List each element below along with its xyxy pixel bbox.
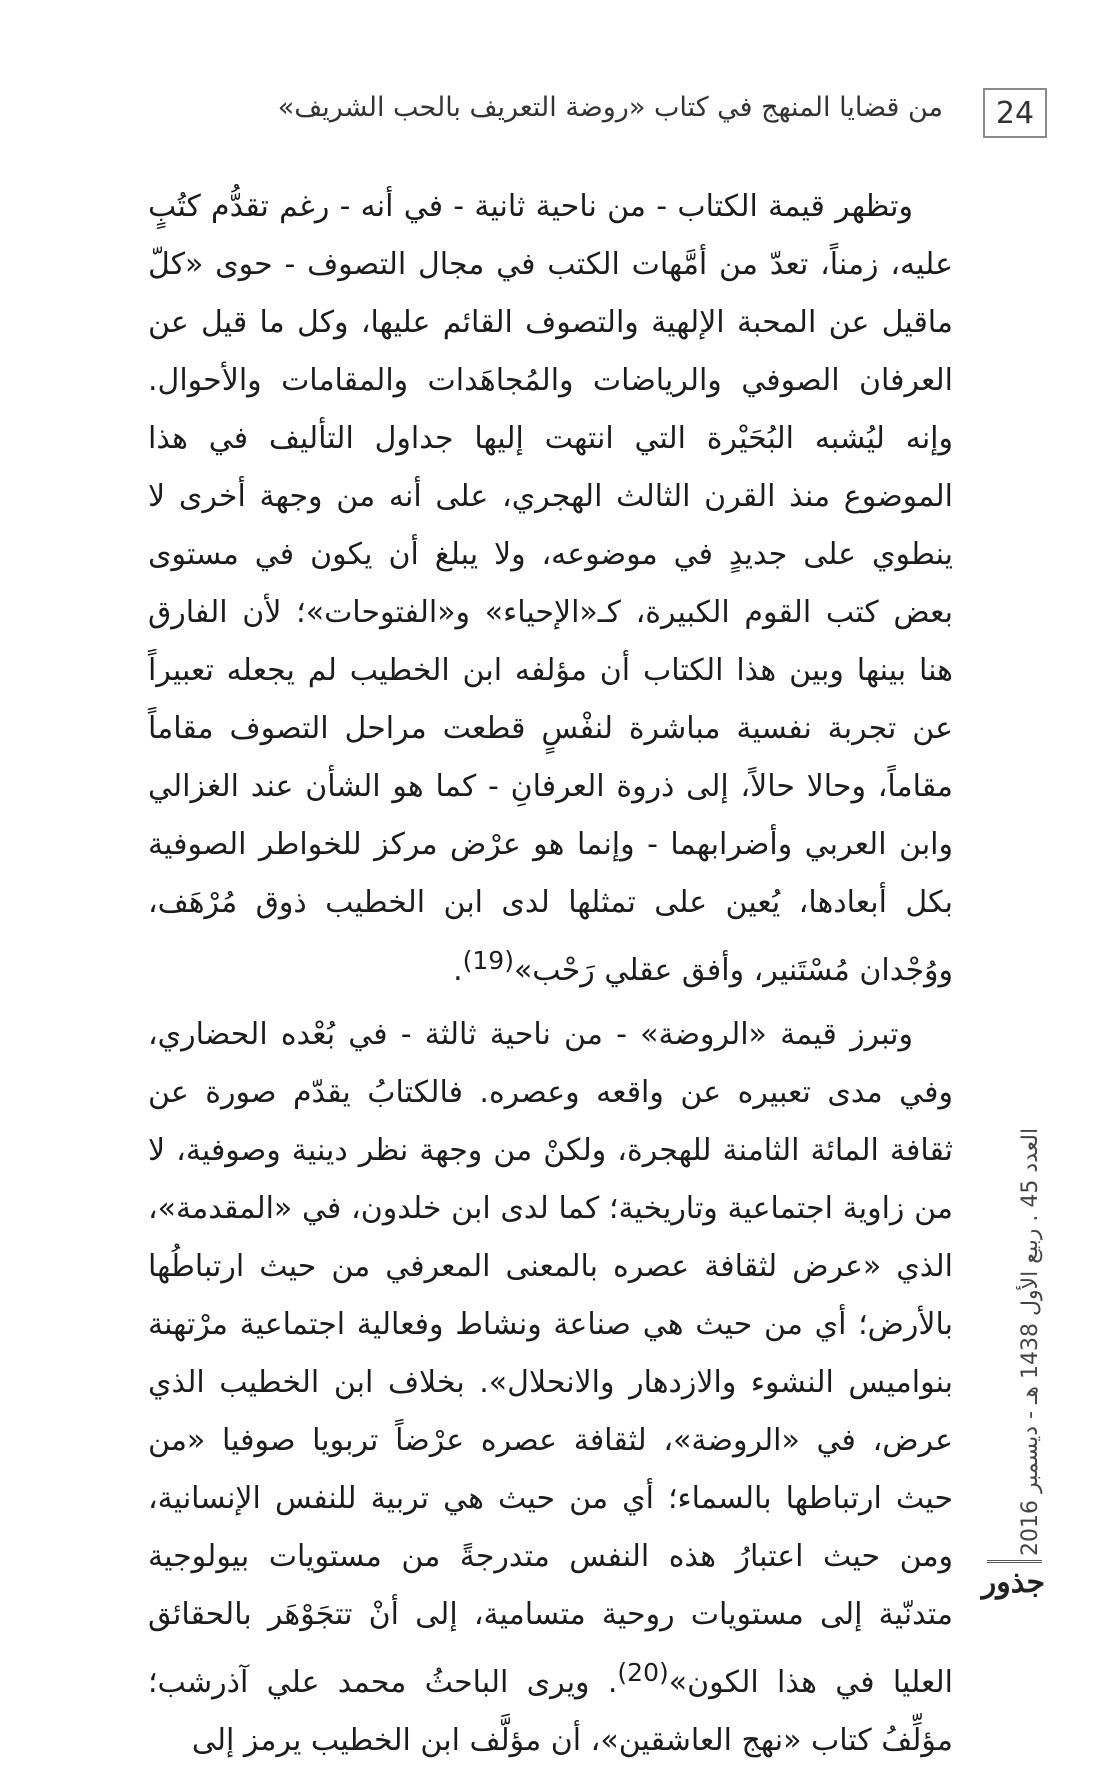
period: . (453, 953, 463, 988)
article-body (148, 178, 953, 1770)
paragraph-1-text: وتظهر قيمة الكتاب - من ناحية ثانية - في أنه - رغم تقدُّم كتُبٍ عليه، زمناً، تعدّ من أمَّهات الكتب في مجال التصوف - حوى «كلّ ماقيل عن المحبة الإلهية والتصوف القائم عليها، وكل ما قيل عن العرفان الصوفي والرياضات والمُجاهَدات والمقامات والأحوال. وإنه ليُشبه البُحَيْرة التي انتهت إليها جداول التأليف في هذا الموضوع منذ القرن الثالث الهجري، على أنه من وجهة أخرى لا ينطوي على جديدٍ في موضوعه، ولا يبلغ أن يكون في مستوى بعض كتب القوم الكبيرة، كـ«الإحياء» و«الفتوحات»؛ لأن الفارق هنا بينها وبين هذا الكتاب أن مؤلفه ابن الخطيب لم يجعله تعبيراً عن تجربة نفسية مباشرة لنفْسٍ قطعت مراحل التصوف مقاماً مقاماً، وحالا حالاً، إلى ذروة العرفانِ - كما هو الشأن عند الغزالي وابن العربي وأضرابهما - وإنما هو عرْض مركز للخواطر الصوفية بكل أبعادها، يُعين على تمثلها لدى ابن الخطيب ذوق مُرْهَف، ووُجْدان مُسْتَنير، وأفق عقلي رَحْب» (148, 189, 953, 988)
footnote-ref-19[interactable]: (19) (462, 946, 514, 975)
paragraph-2 (148, 1006, 953, 1770)
footnote-ref-20[interactable]: (20) (617, 1658, 669, 1687)
period: . (607, 1665, 618, 1700)
page-number: 24 (983, 88, 1047, 138)
running-header-title: من قضايا المنهج في كتاب «روضة التعريف بالحب الشريف» (277, 92, 943, 123)
journal-logo: جذور (981, 1565, 1045, 1600)
paragraph-3-text: ويرى الباحثُ محمد علي آذرشب؛ مؤلِّفُ كتاب «نهج العاشقين»، أن مؤلَّف ابن الخطيب يرمز إلى (148, 1665, 953, 1758)
paragraph-2-text: وتبرز قيمة «الروضة» - من ناحية ثالثة - في بُعْده الحضاري، وفي مدى تعبيره عن واقعه وعصره. فالكتابُ يقدّم صورة عن ثقافة المائة الثامنة للهجرة، ولكنْ من وجهة نظر دينية وصوفية، لا من زاوية اجتماعية وتاريخية؛ كما لدى ابن خلدون، في «المقدمة»، الذي «عرض لثقافة عصره بالمعنى المعرفي من حيث ارتباطُها بالأرض؛ أي من حيث هي صناعة ونشاط وفعالية اجتماعية مرْتهنة بنواميس النشوء والازدهار والانحلال». بخلاف ابن الخطيب الذي عرض، في «الروضة»، لثقافة عصره عرْضاً تربويا صوفيا «من حيث ارتباطها بالسماء؛ أي من حيث هي تربية للنفس الإنسانية، ومن حيث اعتبارُ هذه النفس متدرجةً من مستويات بيولوجية متدنّية إلى مستويات روحية متسامية، إلى أنْ تتجَوْهَر بالحقائق العليا في هذا الكون» (148, 1017, 953, 1700)
issue-info: العدد 45 . ربيع الأول 1438 هـ - ديسمبر 2016 (1018, 1127, 1043, 1556)
paragraph-1 (148, 178, 953, 1000)
footer-divider (987, 1560, 1042, 1563)
